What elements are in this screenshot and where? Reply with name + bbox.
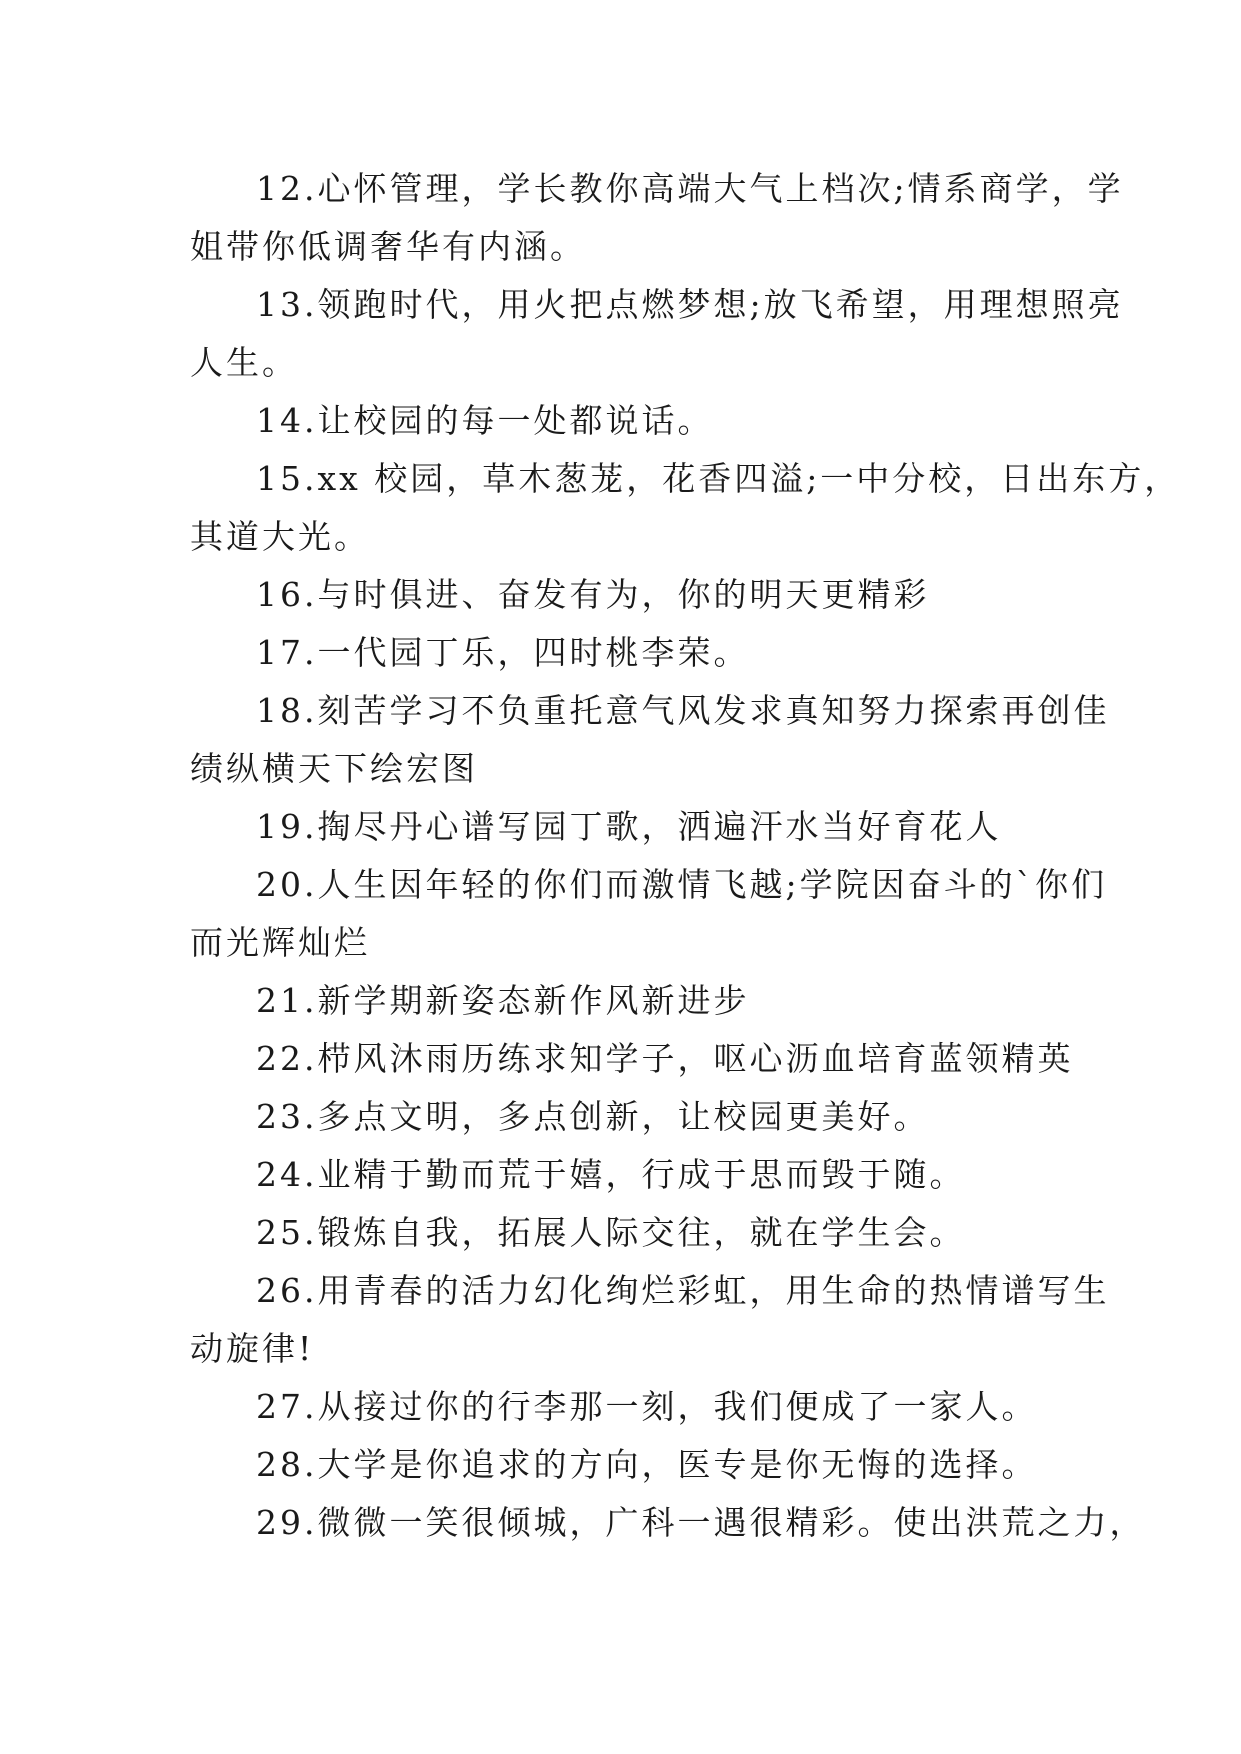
slogan-paragraph (190, 1030, 1074, 1088)
slogan-continuation-line: 姐带你低调奢华有内涵。 (190, 227, 586, 266)
slogan-paragraph (190, 450, 1181, 566)
slogan-line: 13.领跑时代，用火把点燃梦想;放飞希望，用理想照亮 (256, 285, 1124, 324)
slogan-paragraph (190, 276, 1124, 392)
slogan-line: 17.一代园丁乐，四时桃李荣。 (256, 633, 750, 672)
slogan-line: 29.微微一笑很倾城，广科一遇很精彩。使出洪荒之力， (256, 1503, 1146, 1542)
slogan-continuation-line: 而光辉灿烂 (190, 923, 370, 962)
slogan-paragraph (190, 624, 1055, 682)
slogan-paragraph (190, 1146, 1055, 1204)
slogan-line: 26.用青春的活力幻化绚烂彩虹，用生命的热情谱写生 (256, 1271, 1110, 1310)
slogan-paragraph (190, 1262, 1110, 1378)
slogan-continuation-line: 人生。 (190, 343, 298, 382)
slogan-line: 14.让校园的每一处都说话。 (256, 401, 714, 440)
slogan-paragraph (190, 392, 1055, 450)
document-body (190, 160, 1181, 1552)
slogan-paragraph (190, 798, 1055, 856)
slogan-continuation-line: 绩纵横天下绘宏图 (190, 749, 478, 788)
slogan-line: 24.业精于勤而荒于嬉，行成于思而毁于随。 (256, 1155, 966, 1194)
slogan-line: 25.锻炼自我，拓展人际交往，就在学生会。 (256, 1213, 966, 1252)
slogan-line: 16.与时俱进、奋发有为，你的明天更精彩 (256, 575, 930, 614)
slogan-line: 15.xx 校园，草木葱茏，花香四溢;一中分校，日出东方， (256, 459, 1181, 498)
slogan-line: 22.栉风沐雨历练求知学子，呕心沥血培育蓝领精英 (256, 1039, 1074, 1078)
slogan-paragraph (190, 856, 1108, 972)
slogan-line: 19.掏尽丹心谱写园丁歌，洒遍汗水当好育花人 (256, 807, 1002, 846)
slogan-line: 23.多点文明，多点创新，让校园更美好。 (256, 1097, 930, 1136)
slogan-line: 21.新学期新姿态新作风新进步 (256, 981, 750, 1020)
slogan-line: 20.人生因年轻的你们而激情飞越;学院因奋斗的`你们 (256, 865, 1108, 904)
slogan-line: 27.从接过你的行李那一刻，我们便成了一家人。 (256, 1387, 1038, 1426)
slogan-line: 28.大学是你追求的方向，医专是你无悔的选择。 (256, 1445, 1038, 1484)
slogan-paragraph (190, 682, 1110, 798)
slogan-paragraph (190, 160, 1124, 276)
slogan-paragraph (190, 1204, 1055, 1262)
slogan-continuation-line: 动旋律! (190, 1329, 315, 1368)
slogan-paragraph (190, 972, 1055, 1030)
slogan-line: 12.心怀管理，学长教你高端大气上档次;情系商学，学 (256, 169, 1124, 208)
slogan-line: 18.刻苦学习不负重托意气风发求真知努力探索再创佳 (256, 691, 1110, 730)
slogan-paragraph (190, 566, 1055, 624)
slogan-paragraph (190, 1378, 1055, 1436)
slogan-continuation-line: 其道大光。 (190, 517, 370, 556)
slogan-paragraph (190, 1436, 1055, 1494)
slogan-paragraph (190, 1088, 1055, 1146)
slogan-paragraph (190, 1494, 1146, 1552)
